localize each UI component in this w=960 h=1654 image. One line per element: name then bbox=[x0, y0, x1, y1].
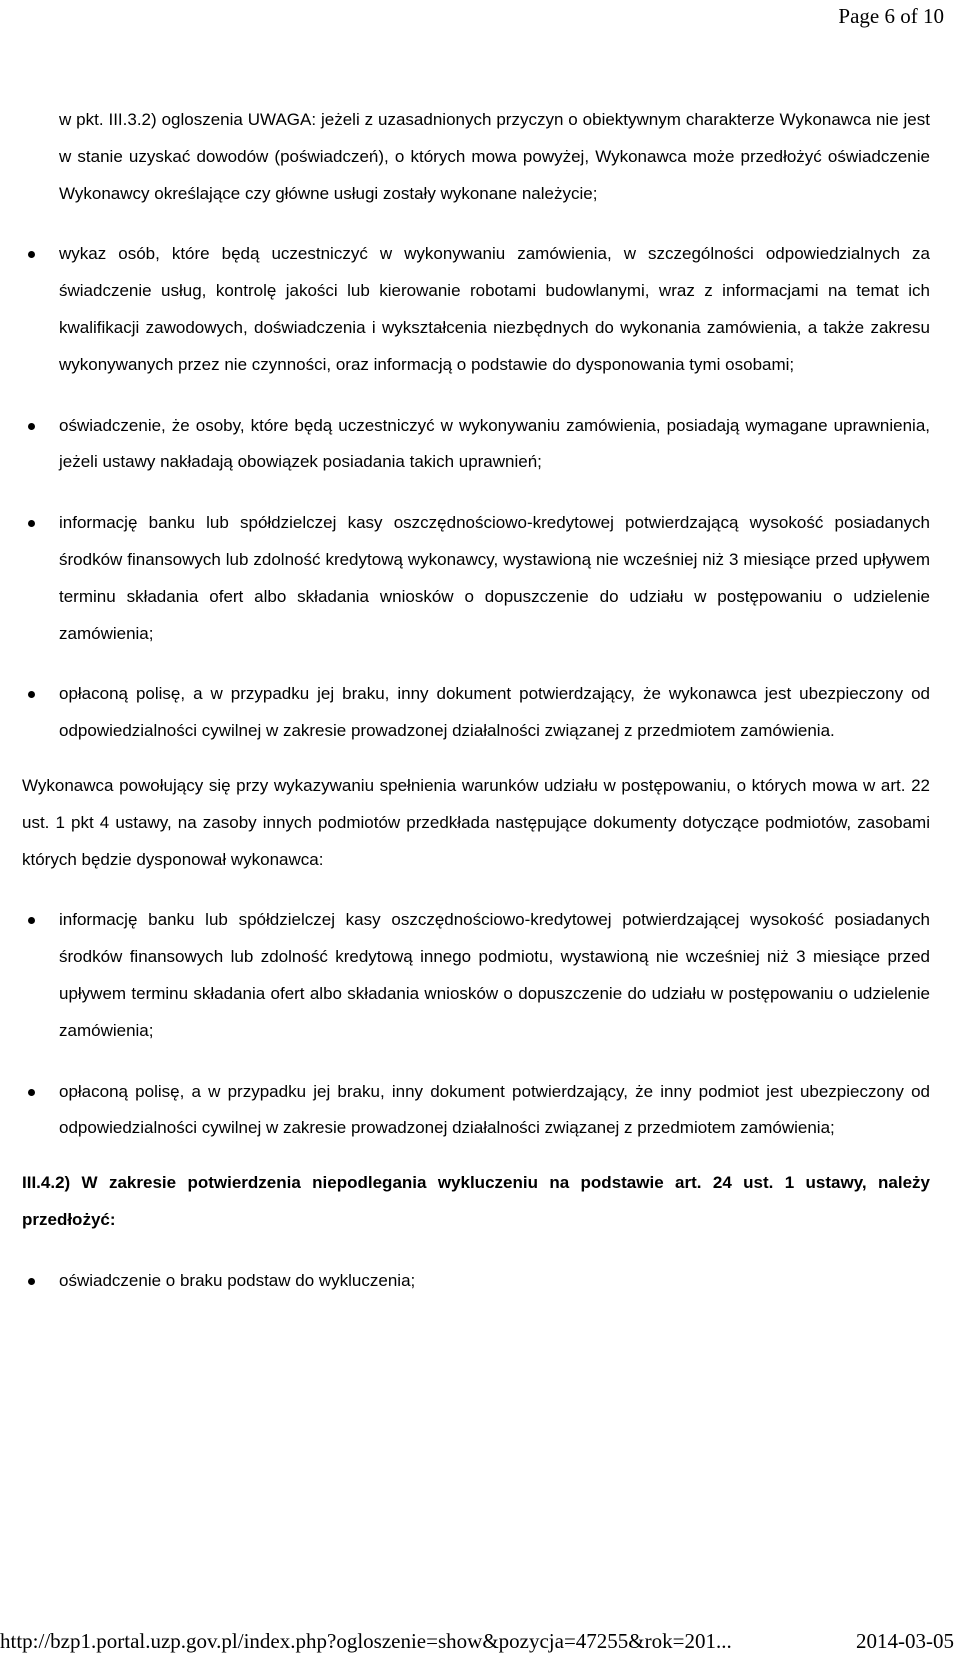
intro-paragraph: w pkt. III.3.2) ogloszenia UWAGA: jeżeli z uzasadnionych przyczyn o obiektywnym charakterze Wykonawca nie jest w stanie uzyskać dowodów (poświadczeń), o których mowa powyżej, Wykonawca może przedłożyć oświadczenie Wykonawcy określające czy główne usługi zostały wykonane należycie; bbox=[59, 110, 930, 203]
list-item: opłaconą polisę, a w przypadku jej braku, inny dokument potwierdzający, że inny podmiot jest ubezpieczony od odpowiedzialności cywilnej w zakresie prowadzonej działalności związanej z przedmiotem zamówienia; bbox=[22, 1074, 930, 1148]
document-body bbox=[22, 102, 930, 1300]
list-item: informację banku lub spółdzielczej kasy oszczędnościowo-kredytowej potwierdzającej wysokość posiadanych środków finansowych lub zdolność kredytową innego podmiotu, wystawioną nie wcześniej niż 3 miesiące przed upływem terminu składania ofert albo składania wniosków o dopuszczenie do udziału w postępowaniu o udzielenie zamówienia; bbox=[22, 902, 930, 1049]
section-heading: III.4.2) W zakresie potwierdzenia niepodlegania wykluczeniu na podstawie art. 24 ust. 1 ustawy, należy przedłożyć: bbox=[22, 1173, 930, 1229]
page-footer bbox=[0, 1626, 960, 1654]
list-item: opłaconą polisę, a w przypadku jej braku, inny dokument potwierdzający, że wykonawca jest ubezpieczony od odpowiedzialności cywilnej w zakresie prowadzonej działalności związanej z przedmiotem zamówienia. bbox=[22, 676, 930, 750]
page-number: Page 6 of 10 bbox=[838, 4, 944, 28]
requirements-list-c bbox=[22, 1263, 930, 1300]
footer-url: http://bzp1.portal.uzp.gov.pl/index.php?ogloszenie=show&pozycja=47255&rok=201... bbox=[0, 1629, 732, 1653]
list-item: wykaz osób, które będą uczestniczyć w wykonywaniu zamówienia, w szczególności odpowiedzialnych za świadczenie usług, kontrolę jakości lub kierowanie robotami budowlanymi, wraz z informacjami na temat ich kwalifikacji zawodowych, doświadczenia i wykształcenia niezbędnych do wykonania zamówienia, a także zakresu wykonywanych przez nie czynności, oraz informacją o podstawie do dysponowania tymi osobami; bbox=[22, 236, 930, 383]
list-item: informację banku lub spółdzielczej kasy oszczędnościowo-kredytowej potwierdzającą wysokość posiadanych środków finansowych lub zdolność kredytową wykonawcy, wystawioną nie wcześniej niż 3 miesiące przed upływem terminu składania ofert albo składania wniosków o dopuszczenie do udziału w postępowaniu o udzielenie zamówienia; bbox=[22, 505, 930, 652]
requirements-list-b bbox=[22, 902, 930, 1147]
list-item: oświadczenie, że osoby, które będą uczestniczyć w wykonywaniu zamówienia, posiadają wymagane uprawnienia, jeżeli ustawy nakładają obowiązek posiadania takich uprawnień; bbox=[22, 408, 930, 482]
resources-paragraph: Wykonawca powołujący się przy wykazywaniu spełnienia warunków udziału w postępowaniu, o których mowa w art. 22 ust. 1 pkt 4 ustawy, na zasoby innych podmiotów przedkłada następujące dokumenty dotyczące podmiotów, zasobami których będzie dysponował wykonawca: bbox=[22, 775, 930, 869]
footer-date: 2014-03-05 bbox=[856, 1629, 954, 1653]
list-item: oświadczenie o braku podstaw do wykluczenia; bbox=[22, 1263, 930, 1300]
requirements-list-a bbox=[22, 236, 930, 750]
